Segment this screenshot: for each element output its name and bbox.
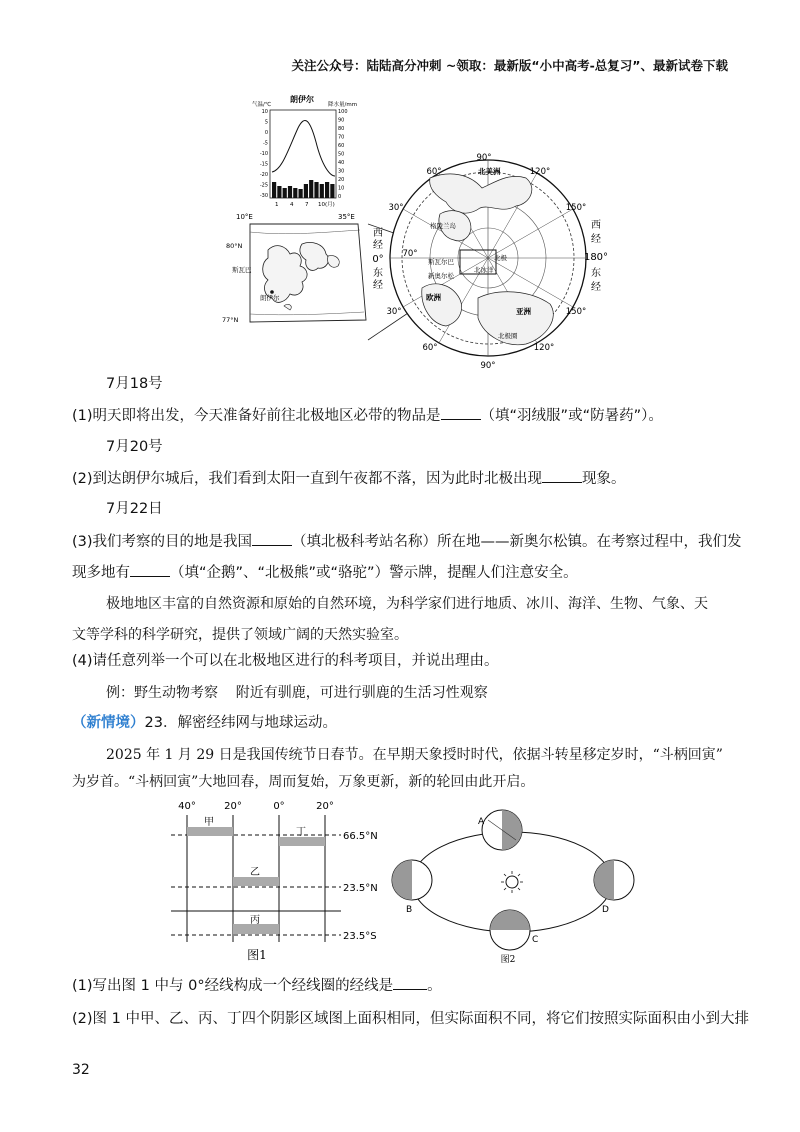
feature-label: 斯瓦尔巴 [428,258,454,266]
q23-sub-2: (2)图 1 中甲、乙、丙、丁四个阴影区域图上面积相同，但实际面积不同，将它们按照实际面积由小到大排 [72,1011,749,1027]
question-3-cont: 现多地有 （填“企鹅”、“北极熊”或“骆驼”）警示牌，提醒人们注意安全。 [72,562,578,583]
ring-label: 60° [422,343,438,353]
continent-label: 亚洲 [516,307,531,316]
lon-left-label: 10°E [236,213,253,221]
precip-bar [293,188,297,198]
fig1-lat-label: 23.5°S [343,931,377,942]
earth-b [392,860,432,900]
lat-top-label: 80°N [226,242,243,250]
fig1-lat-labels [343,831,378,942]
temp-tick: -25 [259,182,268,189]
page-number: 32 [72,1062,90,1078]
precip-tick: 90 [338,117,345,124]
answer-blank[interactable] [393,975,427,990]
question-1: (1)明天即将出发，今天准备好前往北极地区必带的物品是 （填“羽绒服”或“防暑药”）。 [72,405,663,426]
fig1-caption: 图1 [247,948,267,962]
position-label: A [478,817,485,827]
precip-bar [299,189,303,198]
question-4: (4)请任意列举一个可以在北极地区进行的科考项目，并说出理由。 [72,653,499,669]
precip-tick: 70 [338,134,345,141]
figure-2 [390,800,635,970]
regional-map [222,210,368,340]
side-label: 东 [373,268,383,279]
diary-date: 7月22日 [106,501,163,517]
fig1-lon-label: 20° [316,801,334,812]
cell-label: 丙 [250,915,260,926]
side-label: 西 [591,220,601,231]
question-3: (3)我们考察的目的地是我国 （填北极科考站名称）所在地——新奥尔松镇。在考察过程中，我们发 [72,531,742,552]
side-labels-right [584,219,608,293]
cell-jia [187,827,233,836]
month-label: 1 [275,202,279,208]
month-label: 10(月) [318,202,335,208]
side-label: 西 [373,228,383,239]
figure-1 [165,797,390,967]
fig1-lon-label: 40° [178,801,196,812]
side-label: 0° [372,254,384,265]
precip-bar [304,184,308,198]
diary-date: 7月20号 [106,439,163,455]
fig1-lat-label: 23.5°N [343,883,378,894]
precip-tick: 100 [338,109,348,115]
ring-label: 150° [565,307,587,317]
month-label: 7 [305,202,309,208]
ring-label: 120° [529,167,551,177]
climate-chart [250,92,358,210]
precip-bar [288,186,292,198]
precip-bar [272,182,276,198]
lat-bottom-label: 77°N [222,316,239,324]
position-label: D [602,905,609,915]
cell-ding [279,837,325,846]
q23-intro: 2025 年 1 月 29 日是我国传统节日春节。在早期天象授时时代，依据斗转星移定岁时，“斗柄回寅” [106,747,723,763]
side-label: 经 [591,282,601,293]
sun-icon [501,871,523,893]
ring-label: 70° [402,249,418,259]
side-label: 经 [373,280,383,291]
label-bottom-90: 90° [480,361,496,371]
side-label: 东 [591,268,601,279]
side-label: 180° [583,252,609,263]
label-city: 朗伊尔 [260,294,280,302]
precip-tick: 0 [338,194,342,200]
side-label: 经 [373,240,383,251]
climate-right-unit: 降水量/mm [328,102,358,108]
page-header: 关注公众号：陆陆高分冲刺 ~领取：最新版“小中高考-总复习”、最新试卷下载 [291,58,728,73]
precip-bar [283,188,287,198]
precip-tick: 10 [338,185,345,192]
climate-left-unit: 气温/℃ [252,102,272,108]
question-2: (2)到达朗伊尔城后，我们看到太阳一直到午夜都不落，因为此时北极出现 现象。 [72,468,626,489]
side-label: 经 [591,234,601,245]
temp-tick: -15 [259,161,268,168]
ring-label: 150° [565,203,587,213]
climate-city: 朗伊尔 [290,95,314,104]
fig1-lon-label: 20° [224,801,242,812]
intro-paragraph: 极地地区丰富的自然资源和原始的自然环境，为科学家们进行地质、冰川、海洋、生物、气象、天 [106,596,708,612]
cell-label: 丁 [296,827,306,838]
temp-tick: 5 [264,119,268,126]
temp-tick: -30 [259,193,268,199]
fig1-lat-label: 66.5°N [343,831,378,842]
intro-paragraph: 文等学科的科学研究，提供了领域广阔的天然实验室。 [72,627,408,643]
fig1-lon-label: 0° [273,801,285,812]
temp-tick: 0 [264,130,268,136]
precip-bar [325,182,329,198]
temp-tick: 10 [261,109,268,115]
precip-tick: 20 [338,177,345,183]
q23-intro: 为岁首。“斗柄回寅”大地回春，周而复始，万象更新，新的轮回由此开启。 [72,774,535,790]
feature-label: 北极 [494,254,507,262]
q23-title: （新情境）23．解密经纬网与地球运动。 [72,715,337,731]
answer-blank[interactable] [130,562,170,577]
precip-bar [277,186,281,198]
cell-yi [233,877,279,886]
position-label: C [532,935,539,945]
feature-label: 北极圈 [498,332,518,340]
side-labels-left [372,227,383,291]
precip-tick: 80 [338,126,345,132]
feature-label: 新奥尔松 [428,272,454,280]
earth-d [594,860,634,900]
fig2-caption: 图2 [500,955,516,965]
feature-label: 北冰洋 [474,266,494,274]
precip-tick: 60 [338,143,345,149]
precip-bar [320,184,324,198]
continent-label: 欧洲 [426,293,441,302]
feature-label: 格陵兰岛 [430,222,456,230]
precip-tick: 50 [338,151,345,158]
diary-date: 7月18号 [106,376,163,392]
precip-bar [330,184,334,198]
answer-blank[interactable] [441,405,481,420]
example-answer: 例：野生动物考察 附近有驯鹿，可进行驯鹿的生活习性观察 [106,685,488,701]
month-label: 4 [290,202,294,208]
earth-c [490,910,530,950]
cell-label: 乙 [250,867,260,878]
ring-label: 30° [386,307,402,317]
temp-tick: -5 [263,140,268,147]
answer-blank[interactable] [252,531,292,546]
q23-sub-1: (1)写出图 1 中与 0°经线构成一个经线圈的经线是 。 [72,975,442,996]
precip-bar [314,182,318,198]
new-scenario-tag: （新情境） [72,715,145,731]
answer-blank[interactable] [542,468,582,483]
earth-a [482,810,522,850]
ring-label: 30° [388,203,404,213]
cell-label: 甲 [204,817,214,828]
label-top-90: 90° [476,153,492,163]
precip-tick: 40 [338,160,345,166]
temp-tick: -10 [259,151,268,157]
continent-label: 北美洲 [478,167,501,176]
fig1-lon-labels [178,801,334,812]
precip-tick: 30 [338,168,345,175]
ring-label: 60° [426,167,442,177]
ring-label: 120° [533,343,555,353]
position-label: B [406,905,413,915]
precip-bar [309,180,313,198]
temp-tick: -20 [259,172,268,178]
polar-map [370,148,610,373]
lon-right-label: 35°E [338,213,355,221]
label-sea: 斯瓦巴 [232,266,252,274]
